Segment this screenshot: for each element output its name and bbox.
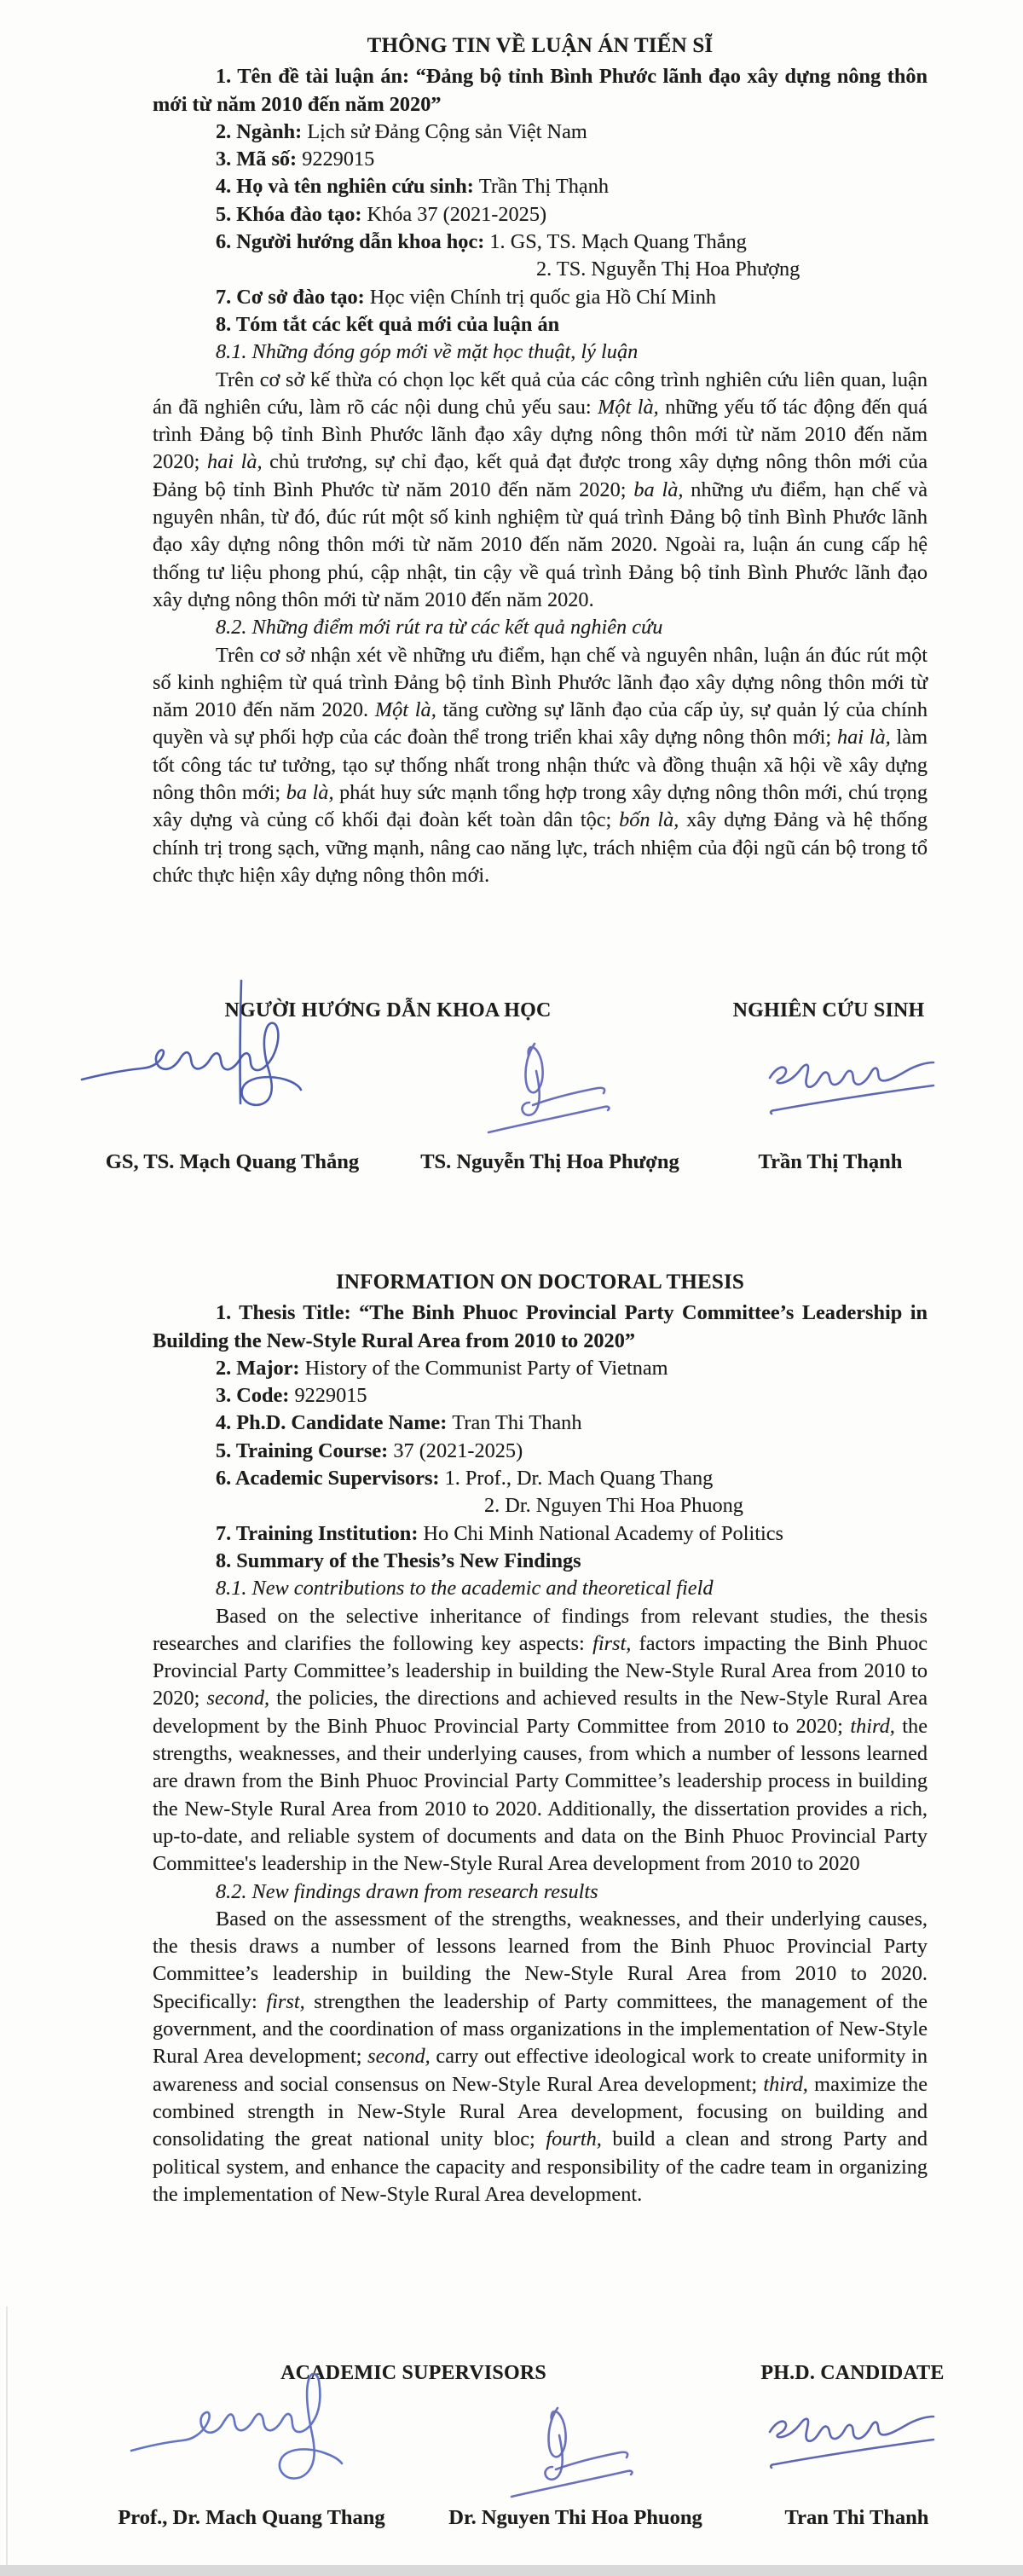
text-run: factors impacting the Binh Phuoc Provincial Party Committee’s leadership in building the New-Style Rural Area from 2010 to 2020; bbox=[153, 1631, 928, 1711]
signature-tran-thi-thanh-en bbox=[761, 2393, 940, 2474]
text-run: first, bbox=[266, 1989, 305, 2013]
text-run: bốn là, bbox=[619, 808, 679, 832]
text-run: Tran Thi Thanh bbox=[452, 1411, 582, 1435]
signature-tran-thi-thanh-vi bbox=[761, 1039, 940, 1120]
code-item-en bbox=[153, 1382, 928, 1410]
institution-item-vi bbox=[153, 284, 928, 311]
text-run: ba là, bbox=[633, 478, 684, 501]
text-run: first, bbox=[592, 1631, 632, 1655]
text-run: 9229015 bbox=[294, 1384, 367, 1408]
signature-mach-quang-thang-vi bbox=[75, 977, 314, 1115]
text-run: những ưu điểm, hạn chế và nguyên nhân, từ đó, đúc rút một số kinh nghiệm từ quá trình Đảng bộ tỉnh Bình Phước lãnh đạo xây dựng nông thôn mới từ năm 2010 đến năm 2020. Ngoài ra, luận án cung cấp hệ thống tư liệu phong phú, cập nhật, tin cậy về quá trình Đảng bộ tỉnh Bình Phước lãnh đạo xây dựng nông thôn mới từ năm 2010 đến năm 2020. bbox=[153, 478, 928, 611]
thesis-title-item-vi bbox=[153, 63, 928, 119]
text-run: 1. Tên đề tài luận án: “Đảng bộ tỉnh Bình Phước lãnh đạo xây dựng nông thôn mới từ năm 2010 đến năm 2020” bbox=[153, 65, 928, 116]
text-run: Một là, bbox=[374, 698, 436, 722]
text-run: phát huy sức mạnh tổng hợp trong xây dựng nông thôn mới, chú trọng xây dựng và củng cố khối đại đoàn kết toàn dân tộc; bbox=[153, 781, 928, 832]
subheading-8-1-vi bbox=[153, 339, 928, 366]
course-item-vi bbox=[153, 201, 928, 229]
text-run: 2. Dr. Nguyen Thi Hoa Phuong bbox=[484, 1494, 743, 1518]
text-run: 5. Training Course: bbox=[216, 1439, 394, 1462]
text-run: 8.1. Những đóng góp mới về mặt học thuật, lý luận bbox=[216, 340, 639, 364]
text-run: History of the Communist Party of Vietnam bbox=[304, 1356, 668, 1380]
document-title-en: INFORMATION ON DOCTORAL THESIS bbox=[335, 1271, 744, 1294]
candidate-name-en: Tran Thi Thanh bbox=[784, 2506, 929, 2529]
thesis-title-item-en bbox=[153, 1300, 928, 1355]
subheading-8-1-en bbox=[153, 1575, 928, 1602]
text-run: Học viện Chính trị quốc gia Hồ Chí Minh bbox=[369, 285, 717, 309]
text-run: 3. Mã số: bbox=[216, 148, 303, 171]
text-run: the strengths, weaknesses, and their underlying causes, from which a number of lessons learned are drawn from the Binh Phuoc Provincial Party Committee’s leadership process in building the New-Style Rural Area from 2010 to 2020. Additionally, the dissertation provides a rich, up-to-date, and reliable system of documents and data on the Binh Phuoc Provincial Party Committee's leadership in the New-Style Rural Area development from 2010 to 2020 bbox=[153, 1714, 928, 1876]
text-run: Ho Chi Minh National Academy of Politics bbox=[423, 1521, 783, 1545]
supervisor2-line-en bbox=[153, 1492, 928, 1520]
text-run: 4. Họ và tên nghiên cứu sinh: bbox=[216, 175, 479, 199]
text-run: 8.1. New contributions to the academic and theoretical field bbox=[216, 1577, 714, 1601]
document-title-vi: THÔNG TIN VỀ LUẬN ÁN TIẾN SĨ bbox=[367, 34, 714, 57]
text-run: Based on the assessment of the strengths, weaknesses, and their underlying causes, the thesis draws a number of lessons learned from the Binh Phuoc Provincial Party Committee’s leadership in building the New-Style Rural Area from 2010 to 2020. Specifically: bbox=[153, 1907, 928, 2013]
paragraph-8-1-en bbox=[153, 1603, 928, 1878]
text-run: Based on the selective inheritance of findings from relevant studies, the thesis researches and clarifies the following key aspects: bbox=[153, 1604, 928, 1655]
candidate-item-vi bbox=[153, 173, 928, 200]
text-run: maximize the combined strength in New-Style Rural Area development, focusing on building and consolidating the great national unity bloc; bbox=[153, 2072, 928, 2151]
text-run: 1. GS, TS. Mạch Quang Thắng bbox=[489, 230, 747, 254]
text-run: làm tốt công tác tư tưởng, tạo sự thống nhất trong nhận thức và đồng thuận xã hội về xây dựng nông thôn mới; bbox=[153, 726, 928, 805]
subheading-8-2-vi bbox=[153, 614, 928, 641]
text-run: tăng cường sự lãnh đạo của cấp ủy, sự quản lý của chính quyền và sự phối hợp của các đoàn thể trong triển khai xây dựng nông thôn mới; bbox=[153, 698, 928, 750]
paragraph-8-2-en bbox=[153, 1906, 928, 2208]
institution-item-en bbox=[153, 1520, 928, 1548]
supervisors-item-en bbox=[153, 1465, 928, 1492]
text-run: 9229015 bbox=[302, 148, 375, 171]
text-run: the policies, the directions and achieved results in the New-Style Rural Area development by the Binh Phuoc Provincial Party Committee from 2010 to 2020; bbox=[153, 1687, 928, 1738]
paragraph-8-2-vi bbox=[153, 642, 928, 890]
candidate-header-en: PH.D. CANDIDATE bbox=[760, 2362, 945, 2384]
text-run: 8. Tóm tắt các kết quả mới của luận án bbox=[216, 312, 560, 336]
text-run: Khóa 37 (2021-2025) bbox=[367, 202, 547, 226]
supervisors-item-vi bbox=[153, 229, 928, 256]
text-run: xây dựng Đảng và hệ thống chính trị trong sạch, vững mạnh, nâng cao năng lực, trách nhiệm của đội ngũ cán bộ trong tổ chức thực hiện xây dựng nông thôn mới. bbox=[153, 808, 928, 887]
supervisors-header-vi: NGƯỜI HƯỚNG DẪN KHOA HỌC bbox=[224, 999, 552, 1022]
text-run: 8. Summary of the Thesis’s New Findings bbox=[216, 1548, 581, 1572]
candidate-item-en bbox=[153, 1410, 928, 1437]
text-run: 37 (2021-2025) bbox=[393, 1439, 523, 1462]
subheading-8-2-en bbox=[153, 1878, 928, 1906]
text-run: 5. Khóa đào tạo: bbox=[216, 202, 367, 226]
text-run: những yếu tố tác động đến quá trình Đảng bộ tỉnh Bình Phước lãnh đạo xây dựng nông thôn mới từ năm 2010 đến năm 2020; bbox=[153, 395, 928, 474]
text-run: strengthen the leadership of Party committees, the management of the government, and the coordination of mass organizations in the implementation of New-Style Rural Area development; bbox=[153, 1989, 928, 2069]
text-run: 8.2. New findings drawn from research results bbox=[216, 1879, 598, 1903]
text-run: 2. Major: bbox=[216, 1356, 305, 1380]
scan-bottom-edge-artifact bbox=[0, 2565, 1023, 2576]
text-run: 3. Code: bbox=[216, 1384, 295, 1408]
text-run: 7. Cơ sở đào tạo: bbox=[216, 285, 370, 309]
supervisor2-name-en: Dr. Nguyen Thi Hoa Phuong bbox=[448, 2506, 702, 2529]
text-run: 8.2. Những điểm mới rút ra từ các kết quả nghiên cứu bbox=[216, 616, 663, 640]
text-run: Trên cơ sở kế thừa có chọn lọc kết quả của các công trình nghiên cứu liên quan, luận án đã nghiên cứu, làm rõ các nội dung chủ yếu sau: bbox=[153, 368, 928, 419]
paragraph-8-1-vi bbox=[153, 367, 928, 615]
text-run: 1. Prof., Dr. Mach Quang Thang bbox=[444, 1467, 714, 1491]
text-run: 6. Người hướng dẫn khoa học: bbox=[216, 230, 490, 254]
summary-item-vi bbox=[153, 311, 928, 339]
text-run: ba là, bbox=[286, 781, 334, 805]
scan-left-edge-artifact bbox=[6, 2307, 8, 2565]
text-run: build a clean and strong Party and political system, and enhance the capacity and responsibility of the cadre team in organizing the implementation of New-Style Rural Area development. bbox=[153, 2127, 928, 2206]
text-run: 4. Ph.D. Candidate Name: bbox=[216, 1411, 453, 1435]
course-item-en bbox=[153, 1438, 928, 1465]
text-run: fourth, bbox=[546, 2127, 602, 2151]
signature-mach-quang-thang-en bbox=[126, 2369, 352, 2484]
text-run: 2. TS. Nguyễn Thị Hoa Phượng bbox=[536, 258, 800, 281]
supervisor1-name-vi: GS, TS. Mạch Quang Thắng bbox=[105, 1150, 360, 1173]
text-run: Lịch sử Đảng Cộng sản Việt Nam bbox=[307, 119, 587, 143]
text-run: Trần Thị Thạnh bbox=[478, 175, 609, 199]
text-run: chủ trương, sự chỉ đạo, kết quả đạt được trong xây dựng nông thôn mới của Đảng bộ tỉnh Bình Phước từ năm 2010 đến năm 2020; bbox=[153, 450, 928, 501]
code-item-vi bbox=[153, 146, 928, 173]
candidate-name-vi: Trần Thị Thạnh bbox=[758, 1150, 903, 1173]
candidate-header-vi: NGHIÊN CỨU SINH bbox=[732, 999, 925, 1022]
signature-nguyen-thi-hoa-phuong-vi bbox=[480, 1033, 625, 1140]
text-run: 7. Training Institution: bbox=[216, 1521, 424, 1545]
text-run: third, bbox=[850, 1714, 895, 1738]
text-run: carry out effective ideological work to create uniformity in awareness and social consensus on New-Style Rural Area development; bbox=[153, 2045, 928, 2096]
text-run: second, bbox=[206, 1687, 270, 1711]
text-run: Trên cơ sở nhận xét về những ưu điểm, hạn chế và nguyên nhân, luận án đúc rút một số kinh nghiệm từ quá trình Đảng bộ tỉnh Bình Phước lãnh đạo xây dựng nông thôn mới từ năm 2010 đến năm 2020. bbox=[153, 643, 928, 722]
supervisors-header-en: ACADEMIC SUPERVISORS bbox=[280, 2362, 546, 2384]
text-run: 6. Academic Supervisors: bbox=[216, 1467, 445, 1491]
summary-item-en bbox=[153, 1548, 928, 1575]
text-run: 2. Ngành: bbox=[216, 119, 308, 143]
major-item-vi bbox=[153, 119, 928, 146]
signature-nguyen-thi-hoa-phuong-en bbox=[503, 2398, 648, 2504]
supervisor2-line-vi bbox=[153, 256, 928, 283]
supervisor2-name-vi: TS. Nguyễn Thị Hoa Phượng bbox=[420, 1150, 679, 1173]
text-run: hai là, bbox=[206, 450, 263, 474]
text-run: third, bbox=[763, 2072, 808, 2096]
supervisor1-name-en: Prof., Dr. Mach Quang Thang bbox=[118, 2506, 385, 2529]
section-vietnamese bbox=[153, 32, 928, 889]
text-run: 1. Thesis Title: “The Binh Phuoc Provincial Party Committee’s Leadership in Building the New-Style Rural Area from 2010 to 2020” bbox=[153, 1301, 928, 1352]
major-item-en bbox=[153, 1355, 928, 1382]
text-run: second, bbox=[367, 2045, 431, 2069]
text-run: Một là, bbox=[598, 395, 659, 419]
section-english bbox=[153, 1269, 928, 2208]
text-run: hai là, bbox=[836, 726, 891, 750]
